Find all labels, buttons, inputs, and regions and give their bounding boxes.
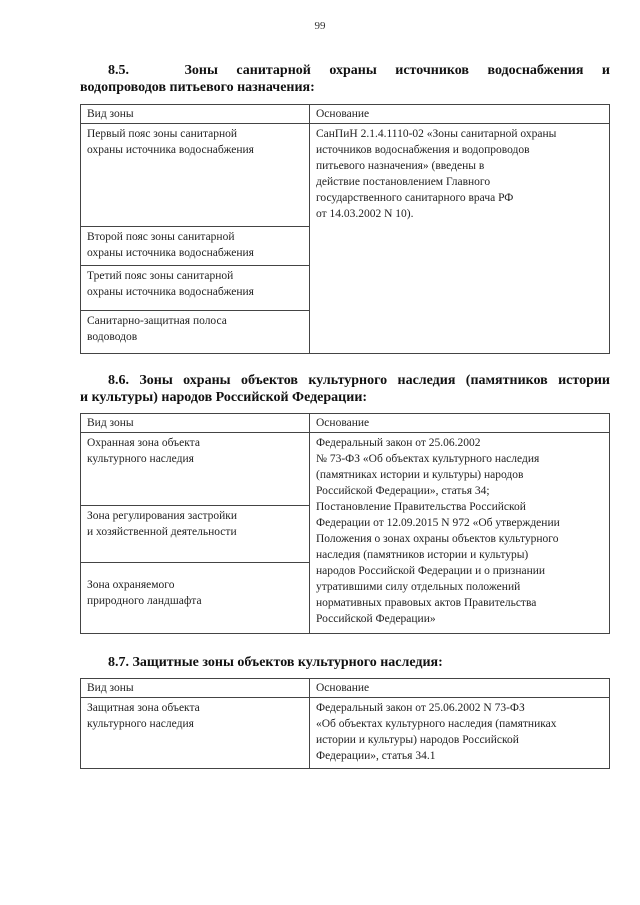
basis-cell: Федеральный закон от 25.06.2002 N 73-ФЗ «Об объектах культурного наследия (памятниках истории и культуры) народов Российской Федерации», статья 34.1 — [310, 698, 610, 769]
section-8-5-title-text: Зоны санитарной охраны источников водоснабжения и — [184, 63, 611, 78]
zone-cell: Санитарно-защитная полоса водоводов — [81, 311, 310, 354]
zone-cell: Первый пояс зоны санитарной охраны источника водоснабжения — [81, 124, 310, 227]
section-8-5-number: 8.5. — [108, 63, 129, 78]
table-row — [81, 124, 610, 227]
table-8-6 — [80, 413, 610, 634]
table-header-row — [81, 414, 610, 433]
zone-cell: Охранная зона объекта культурного наследия — [81, 433, 310, 506]
section-8-5-title-line1 — [80, 62, 610, 79]
zone-cell: Зона охраняемого природного ландшафта — [81, 563, 310, 634]
section-8-6-title-text: 8.6. Зоны охраны объектов культурного наследия (памятников истории — [108, 373, 610, 388]
zone-cell: Третий пояс зоны санитарной охраны источника водоснабжения — [81, 266, 310, 311]
table-header-row — [81, 105, 610, 124]
table-8-7 — [80, 678, 610, 769]
page-number: 99 — [314, 20, 326, 32]
zone-cell: Зона регулирования застройки и хозяйственной деятельности — [81, 506, 310, 563]
zone-cell: Защитная зона объекта культурного наследия — [81, 698, 310, 769]
table-header-row — [81, 679, 610, 698]
header-zone-type: Вид зоны — [81, 414, 310, 433]
table-8-5 — [80, 104, 610, 354]
header-zone-type: Вид зоны — [81, 679, 310, 698]
header-basis: Основание — [310, 679, 610, 698]
section-8-6-heading — [80, 372, 610, 406]
section-8-5-heading — [80, 62, 610, 96]
section-8-5-title-line2: водопроводов питьевого назначения: — [80, 80, 315, 95]
basis-cell: Федеральный закон от 25.06.2002 № 73-ФЗ «Об объектах культурного наследия (памятниках истории и культуры) народов Российской Федерации», статья 34; Постановление Правительства Российской Федерации от 12.09.2015 N 972 «Об утверждении Положения о зонах охраны объектов культурного наследия (памятников истории и культуры) народов Российской Федерации и о признании утратившими силу отдельных положений нормативных правовых актов Правительства Российской Федерации» — [310, 433, 610, 634]
table-row — [81, 433, 610, 506]
header-basis: Основание — [310, 105, 610, 124]
zone-cell: Второй пояс зоны санитарной охраны источника водоснабжения — [81, 227, 310, 266]
section-8-7-heading — [80, 654, 610, 671]
section-8-6-title-line1 — [80, 372, 610, 389]
section-8-6-title-line2: и культуры) народов Российской Федерации: — [80, 390, 368, 405]
section-8-7-title: 8.7. Защитные зоны объектов культурного наследия: — [108, 655, 443, 670]
header-zone-type: Вид зоны — [81, 105, 310, 124]
header-basis: Основание — [310, 414, 610, 433]
basis-cell: СанПиН 2.1.4.1110-02 «Зоны санитарной охраны источников водоснабжения и водопроводов питьевого назначения» (введены в действие постановлением Главного государственного санитарного врача РФ от 14.03.2002 N 10). — [310, 124, 610, 354]
table-row — [81, 698, 610, 769]
